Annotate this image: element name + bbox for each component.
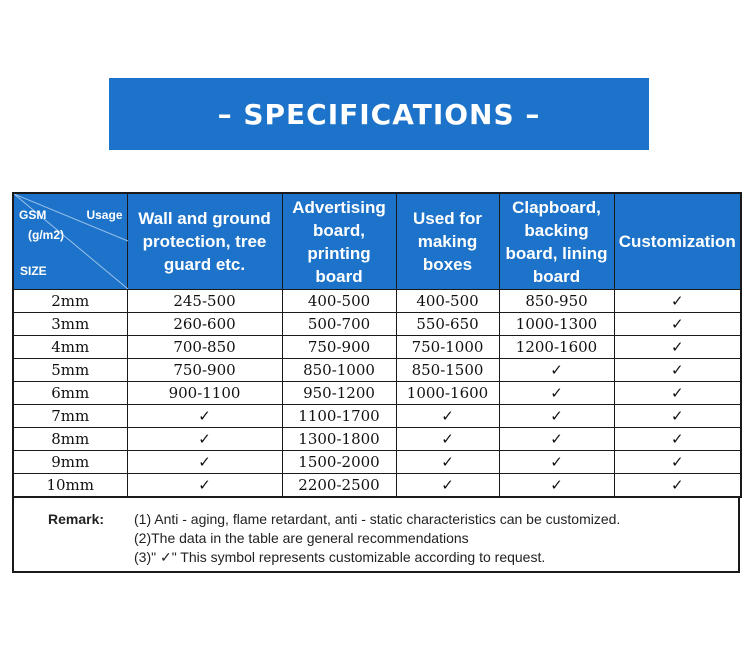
size-cell: 7mm <box>13 405 127 428</box>
table-cell: 1000-1600 <box>396 382 499 405</box>
table-cell: ✓ <box>396 451 499 474</box>
header-advertising: Advertising board, printing board <box>282 193 396 290</box>
size-cell: 6mm <box>13 382 127 405</box>
header-customization: Customization <box>614 193 741 290</box>
size-cell: 8mm <box>13 428 127 451</box>
table-row <box>13 313 741 336</box>
table-cell: ✓ <box>396 405 499 428</box>
table-row <box>13 359 741 382</box>
table-cell: 750-900 <box>282 336 396 359</box>
table-cell: ✓ <box>614 451 741 474</box>
table-cell: 1000-1300 <box>499 313 614 336</box>
table-cell: ✓ <box>614 474 741 498</box>
table-cell: ✓ <box>614 336 741 359</box>
table-row <box>13 290 741 313</box>
table-cell: ✓ <box>396 428 499 451</box>
table-cell: ✓ <box>499 359 614 382</box>
table-cell: 850-1000 <box>282 359 396 382</box>
table-cell: ✓ <box>127 451 282 474</box>
table-row <box>13 382 741 405</box>
table-cell: ✓ <box>614 359 741 382</box>
table-cell: ✓ <box>614 290 741 313</box>
size-cell: 3mm <box>13 313 127 336</box>
table-cell: ✓ <box>499 382 614 405</box>
remark-line-1: (1) Anti - aging, flame retardant, anti - static characteristics can be customized. <box>134 511 621 527</box>
table-cell: 1200-1600 <box>499 336 614 359</box>
corner-gsm-label: GSM <box>19 208 47 222</box>
table-cell: 900-1100 <box>127 382 282 405</box>
corner-usage-label: Usage <box>86 208 123 222</box>
table-cell: ✓ <box>127 428 282 451</box>
size-cell: 10mm <box>13 474 127 498</box>
specifications-table-wrap <box>12 192 740 573</box>
remark-line-2: (2)The data in the table are general recommendations <box>134 530 469 546</box>
table-cell: 1500-2000 <box>282 451 396 474</box>
header-wall-ground: Wall and ground protection, tree guard etc. <box>127 193 282 290</box>
table-cell: ✓ <box>499 474 614 498</box>
size-cell: 5mm <box>13 359 127 382</box>
table-cell: ✓ <box>614 313 741 336</box>
table-cell: 260-600 <box>127 313 282 336</box>
header-corner-cell <box>13 193 127 290</box>
remark-label: Remark: <box>48 511 105 527</box>
size-cell: 2mm <box>13 290 127 313</box>
table-cell: 2200-2500 <box>282 474 396 498</box>
table-cell: 550-650 <box>396 313 499 336</box>
table-row <box>13 405 741 428</box>
table-cell: ✓ <box>127 474 282 498</box>
corner-unit-label: (g/m2) <box>28 228 64 242</box>
table-cell: ✓ <box>499 428 614 451</box>
corner-size-label: SIZE <box>20 264 47 278</box>
table-cell: ✓ <box>499 451 614 474</box>
specifications-table <box>12 192 742 498</box>
table-row <box>13 336 741 359</box>
table-cell: ✓ <box>127 405 282 428</box>
table-cell: 400-500 <box>282 290 396 313</box>
table-row <box>13 428 741 451</box>
table-cell: ✓ <box>614 405 741 428</box>
table-cell: ✓ <box>499 405 614 428</box>
table-cell: 245-500 <box>127 290 282 313</box>
table-cell: 750-1000 <box>396 336 499 359</box>
remark-lines <box>134 510 620 567</box>
header-boxes: Used for making boxes <box>396 193 499 290</box>
table-cell: 750-900 <box>127 359 282 382</box>
size-cell: 4mm <box>13 336 127 359</box>
table-cell: 1100-1700 <box>282 405 396 428</box>
table-cell: 500-700 <box>282 313 396 336</box>
table-row <box>13 451 741 474</box>
remark-line-3: (3)" ✓" This symbol represents customizable according to request. <box>134 549 546 565</box>
size-cell: 9mm <box>13 451 127 474</box>
table-cell: ✓ <box>614 428 741 451</box>
remark-box <box>12 498 740 573</box>
table-cell: 400-500 <box>396 290 499 313</box>
table-cell: 950-1200 <box>282 382 396 405</box>
table-row <box>13 474 741 498</box>
table-cell: ✓ <box>396 474 499 498</box>
table-cell: ✓ <box>614 382 741 405</box>
table-header-row <box>13 193 741 290</box>
table-cell: 700-850 <box>127 336 282 359</box>
banner-title: – SPECIFICATIONS – <box>217 97 541 131</box>
header-clapboard: Clapboard, backing board, lining board <box>499 193 614 290</box>
table-cell: 1300-1800 <box>282 428 396 451</box>
table-cell: 850-1500 <box>396 359 499 382</box>
specifications-banner <box>109 78 649 150</box>
table-cell: 850-950 <box>499 290 614 313</box>
